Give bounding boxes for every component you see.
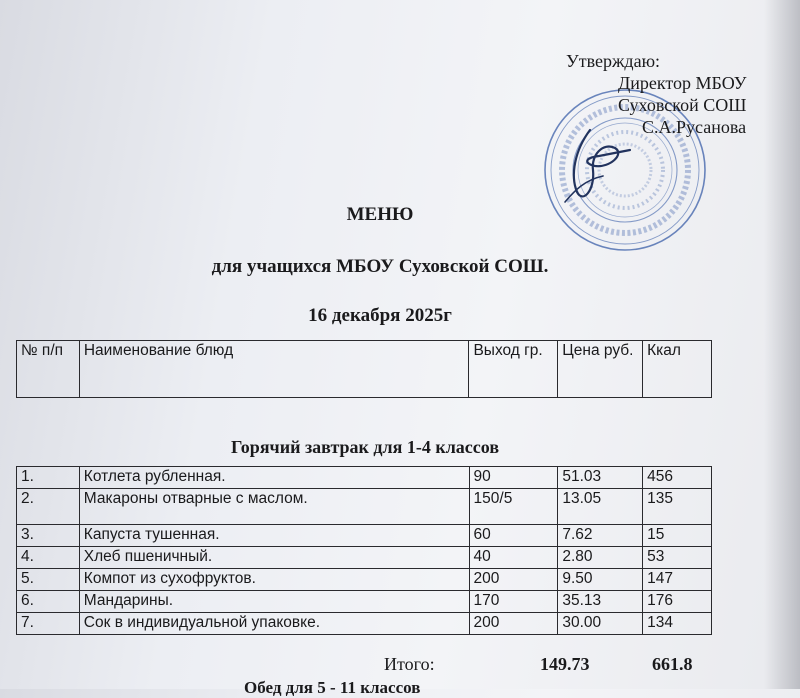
page-shadow	[764, 0, 800, 689]
header-num: № п/п	[17, 341, 80, 398]
item-kcal: 15	[643, 525, 712, 547]
item-kcal: 134	[643, 613, 712, 635]
item-price: 2.80	[558, 547, 643, 569]
item-price: 35.13	[558, 591, 643, 613]
item-weight: 200	[469, 613, 558, 635]
table-row	[17, 467, 712, 489]
header-row	[17, 341, 712, 398]
table-row	[17, 569, 712, 591]
item-num: 2.	[17, 489, 80, 525]
menu-items-table	[16, 466, 712, 635]
item-price: 7.62	[558, 525, 643, 547]
menu-date: 16 декабря 2025г	[308, 305, 452, 326]
item-name: Котлета рубленная.	[79, 467, 469, 489]
item-name: Хлеб пшеничный.	[79, 547, 469, 569]
item-num: 1.	[17, 467, 80, 489]
table-row	[17, 591, 712, 613]
item-name: Капуста тушенная.	[79, 525, 469, 547]
menu-subtitle: для учащихся МБОУ Суховской СОШ.	[211, 256, 549, 277]
item-weight: 170	[469, 591, 558, 613]
item-kcal: 176	[643, 591, 712, 613]
approval-school: Суховской СОШ	[618, 95, 747, 115]
item-price: 51.03	[558, 467, 643, 489]
item-name: Компот из сухофруктов.	[79, 569, 469, 591]
item-weight: 40	[469, 547, 558, 569]
item-num: 5.	[17, 569, 80, 591]
item-kcal: 53	[643, 547, 712, 569]
table-row	[17, 547, 712, 569]
menu-title: МЕНЮ	[346, 204, 414, 225]
header-price: Цена руб.	[558, 341, 643, 398]
item-num: 7.	[17, 613, 80, 635]
item-name: Мандарины.	[79, 591, 469, 613]
total-label: Итого:	[384, 654, 435, 674]
section-title: Горячий завтрак для 1-4 классов	[230, 437, 500, 457]
header-weight: Выход гр.	[469, 341, 558, 398]
item-weight: 90	[469, 467, 558, 489]
item-price: 13.05	[558, 489, 643, 525]
approval-name: С.А.Русанова	[642, 117, 747, 137]
item-weight: 200	[469, 569, 558, 591]
header-kcal: Ккал	[643, 341, 712, 398]
approval-label: Утверждаю:	[566, 51, 661, 71]
item-weight: 150/5	[469, 489, 558, 525]
total-price: 149.73	[540, 654, 590, 674]
next-section-title: Обед для 5 - 11 классов	[244, 678, 421, 697]
item-num: 4.	[17, 547, 80, 569]
item-num: 3.	[17, 525, 80, 547]
item-kcal: 456	[643, 467, 712, 489]
approval-block	[566, 50, 747, 138]
approval-position: Директор МБОУ	[618, 73, 747, 93]
table-row	[17, 613, 712, 635]
item-name: Сок в индивидуальной упаковке.	[79, 613, 469, 635]
menu-header-table	[16, 340, 712, 398]
header-dish: Наименование блюд	[79, 341, 469, 398]
item-price: 9.50	[558, 569, 643, 591]
item-name: Макароны отварные с маслом.	[79, 489, 469, 525]
table-row	[17, 489, 712, 525]
total-kcal: 661.8	[652, 654, 693, 674]
item-kcal: 135	[643, 489, 712, 525]
item-weight: 60	[469, 525, 558, 547]
item-kcal: 147	[643, 569, 712, 591]
item-num: 6.	[17, 591, 80, 613]
table-row	[17, 525, 712, 547]
item-price: 30.00	[558, 613, 643, 635]
